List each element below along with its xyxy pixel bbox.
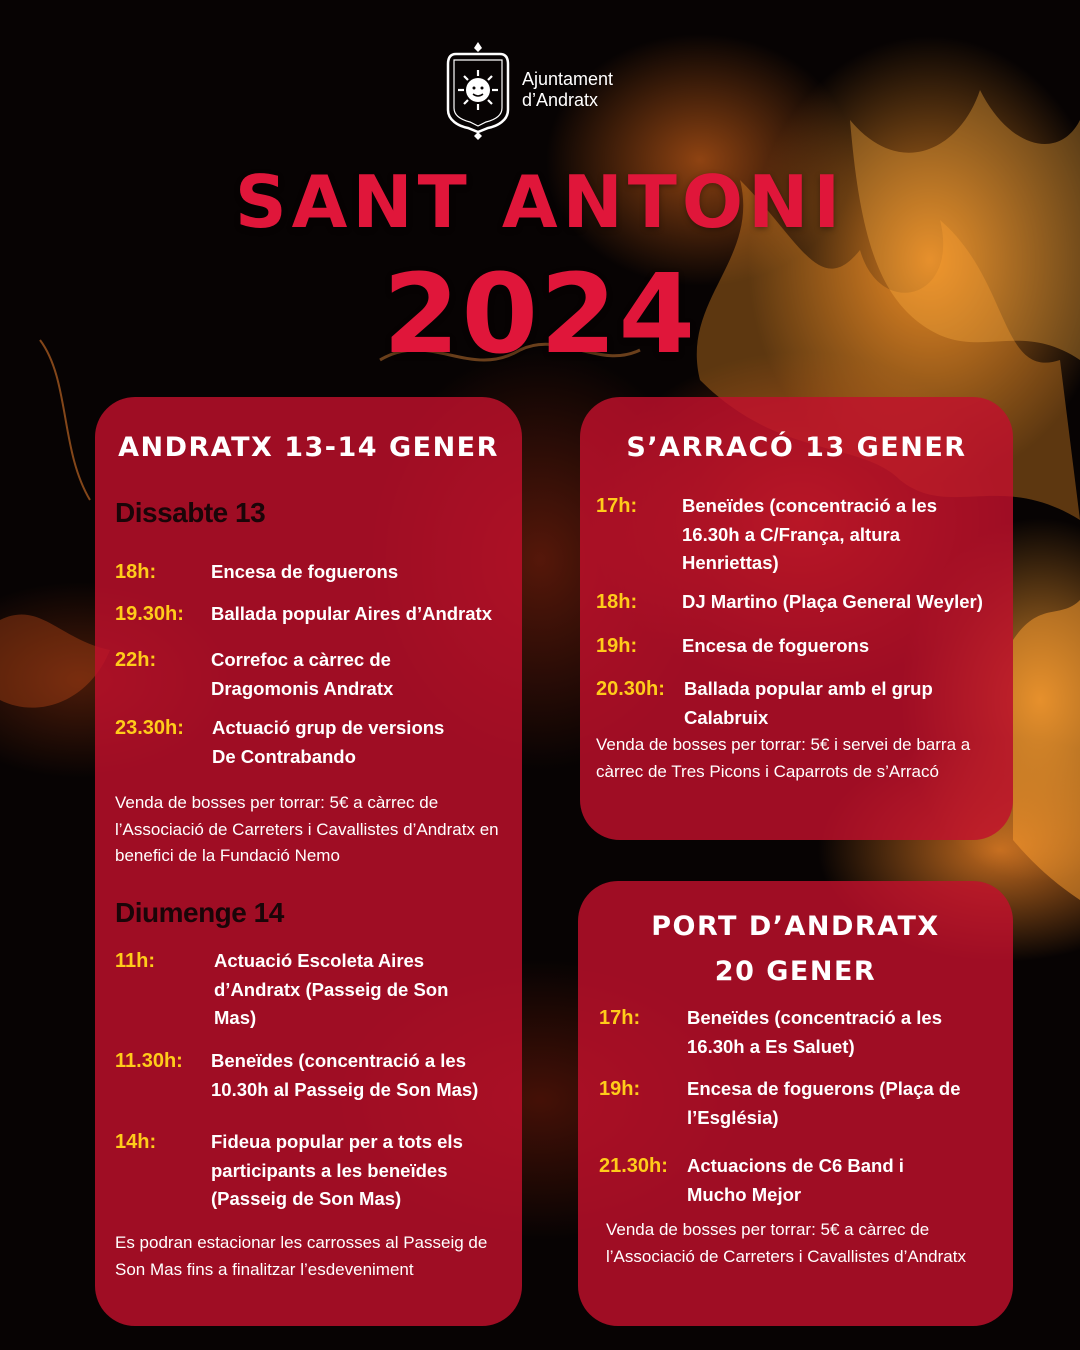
sarraco-note: Venda de bosses per torrar: 5€ i servei de barra a càrrec de Tres Picons i Caparrots de s’Arracó bbox=[596, 735, 971, 781]
sarraco-card bbox=[580, 397, 1013, 840]
event-text: Ballada popular amb el grup Calabruix bbox=[684, 678, 933, 728]
event-row bbox=[115, 1128, 515, 1218]
event-text: Ballada popular Aires d’Andratx bbox=[211, 603, 492, 624]
event-row bbox=[596, 632, 1006, 662]
event-time: 17h: bbox=[596, 495, 638, 517]
event-row bbox=[115, 1047, 515, 1107]
port-date: 20 GENER bbox=[714, 956, 877, 987]
port-note: Venda de bosses per torrar: 5€ a càrrec de l’Associació de Carreters i Cavallistes d’Andratx bbox=[606, 1220, 966, 1266]
event-row bbox=[115, 714, 515, 774]
event-time: 14h: bbox=[115, 1131, 157, 1153]
event-time: 18h: bbox=[115, 561, 157, 583]
event-row bbox=[115, 646, 515, 706]
event-text: Beneïdes (concentració a les 16.30h a C/França, altura Henriettas) bbox=[682, 495, 937, 573]
event-row bbox=[596, 588, 1011, 618]
event-time: 11.30h: bbox=[115, 1050, 183, 1072]
andratx-title: ANDRATX 13-14 GENER bbox=[118, 432, 499, 463]
sun-crest-icon bbox=[446, 40, 510, 140]
main-year: 2024 bbox=[382, 250, 698, 378]
logo-line-2: d’Andratx bbox=[522, 90, 599, 110]
event-text: Actuacions de C6 Band i Mucho Mejor bbox=[687, 1155, 904, 1205]
sarraco-title: S’ARRACÓ 13 GENER bbox=[626, 432, 967, 463]
event-row bbox=[596, 675, 1006, 735]
event-time: 19.30h: bbox=[115, 603, 184, 625]
event-time: 19h: bbox=[599, 1078, 641, 1100]
event-text: Encesa de foguerons bbox=[682, 635, 870, 656]
main-title: SANT ANTONI bbox=[234, 160, 846, 244]
event-time: 21.30h: bbox=[599, 1155, 668, 1177]
event-time: 17h: bbox=[599, 1007, 641, 1029]
event-time: 22h: bbox=[115, 649, 157, 671]
event-row bbox=[596, 492, 1006, 582]
event-row bbox=[115, 947, 515, 1037]
ajuntament-logo bbox=[446, 40, 646, 140]
event-time: 19h: bbox=[596, 635, 638, 657]
event-row bbox=[599, 1004, 1009, 1064]
event-row bbox=[599, 1152, 1009, 1212]
day-label-sunday: Diumenge 14 bbox=[115, 897, 284, 928]
event-row bbox=[599, 1075, 1009, 1135]
event-text: Beneïdes (concentració a les 10.30h al Passeig de Son Mas) bbox=[211, 1050, 479, 1100]
event-time: 11h: bbox=[115, 950, 156, 972]
event-time: 20.30h: bbox=[596, 678, 665, 700]
event-text: Correfoc a càrrec de Dragomonis Andratx bbox=[211, 649, 394, 699]
event-row bbox=[115, 600, 515, 630]
event-text: DJ Martino (Plaça General Weyler) bbox=[682, 591, 983, 612]
event-text: Encesa de foguerons bbox=[211, 561, 399, 582]
event-time: 18h: bbox=[596, 591, 638, 613]
event-row bbox=[115, 558, 515, 588]
event-text: Fideua popular per a tots els participants a les beneïdes (Passeig de Son Mas) bbox=[211, 1131, 463, 1209]
event-text: Actuació Escoleta Aires d’Andratx (Passeig de Son Mas) bbox=[214, 950, 449, 1028]
event-text: Beneïdes (concentració a les 16.30h a Es Saluet) bbox=[687, 1007, 942, 1057]
andratx-card bbox=[95, 397, 522, 1326]
event-text: Encesa de foguerons (Plaça de l’Església) bbox=[687, 1078, 961, 1128]
port-card bbox=[578, 881, 1013, 1326]
andratx-note-saturday: Venda de bosses per torrar: 5€ a càrrec de l’Associació de Carreters i Cavallistes d’Andratx en benefici de la Fundació Nemo bbox=[115, 793, 499, 865]
event-time: 23.30h: bbox=[115, 717, 184, 739]
event-text: Actuació grup de versions De Contrabando bbox=[212, 717, 445, 767]
port-title: PORT D’ANDRATX bbox=[651, 911, 940, 942]
logo-line-1: Ajuntament bbox=[522, 69, 614, 89]
day-label-saturday: Dissabte 13 bbox=[115, 497, 266, 528]
andratx-note-sunday: Es podran estacionar les carrosses al Passeig de Son Mas fins a finalitzar l’esdeveniment bbox=[115, 1233, 488, 1279]
logo-text bbox=[522, 69, 613, 111]
